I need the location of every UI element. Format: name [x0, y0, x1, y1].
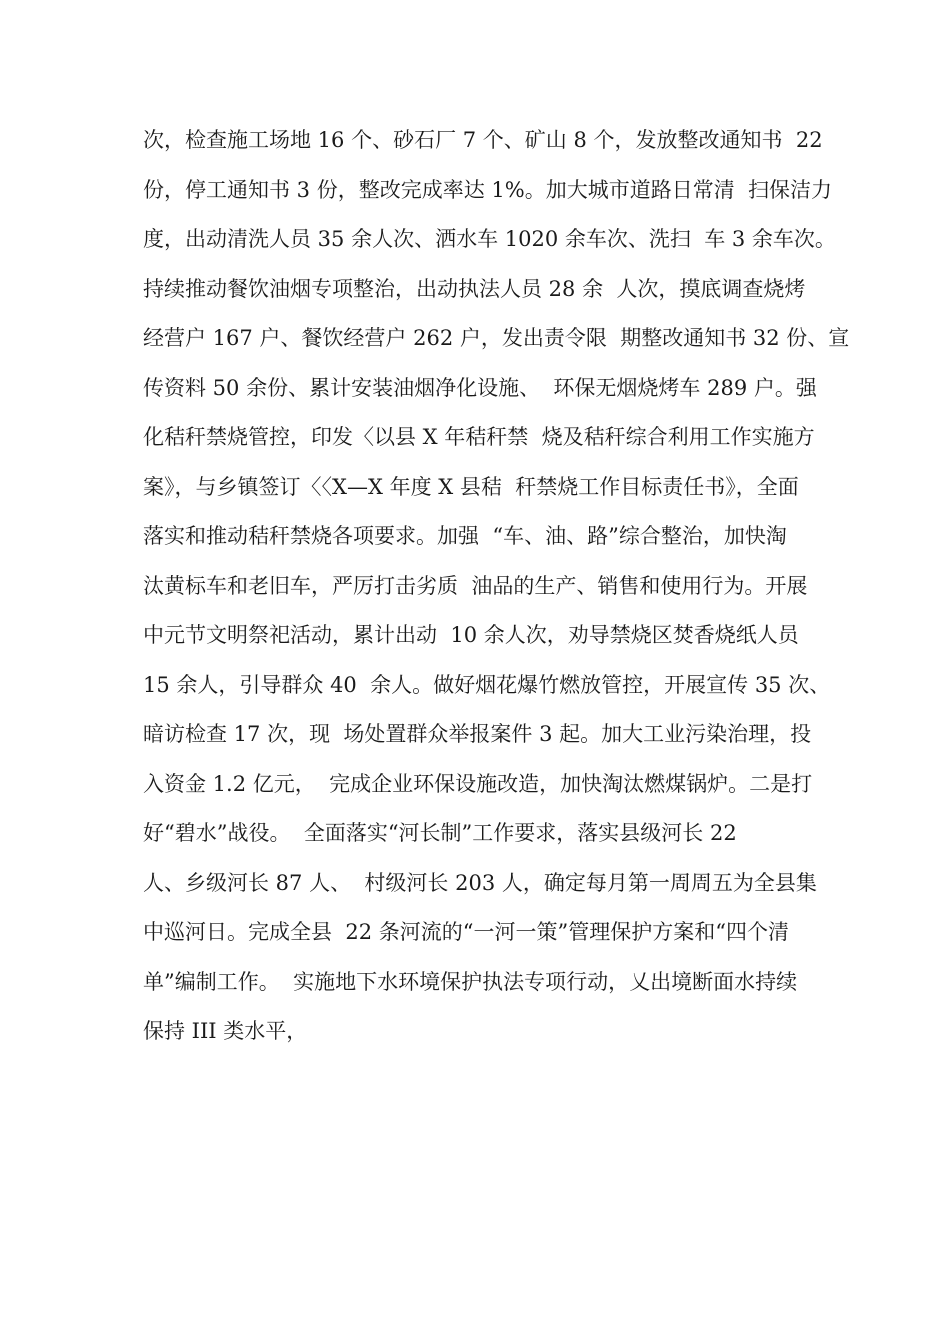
- text-line-2: 份，停工通知书 3 份，整改完成率达 1%。加大城市道路日常清 扫保洁力: [143, 177, 833, 202]
- text-line-9: 落实和推动秸秆禁烧各项要求。加强 “车、油、路”综合整治，加快淘: [143, 524, 787, 548]
- text-line-7: 化秸秆禁烧管控，印发〈以县 X 年秸秆禁 烧及秸秆综合利用工作实施方: [143, 425, 815, 449]
- text-line-1: 次，检查施工场地 16 个、砂石厂 7 个、矿山 8 个，发放整改通知书 22: [143, 128, 823, 152]
- document-body: [143, 120, 850, 1061]
- text-line-15: 好“碧水”战役。 全面落实“河长制”工作要求，落实县级河长 22: [143, 821, 737, 845]
- text-line-6: 传资料 50 余份、累计安装油烟净化设施、 环保无烟烧烤车 289 户。强: [143, 375, 817, 400]
- text-line-8: 案》，与乡镇签订〈〈X—X 年度 X 县秸 秆禁烧工作目标责任书》，全面: [143, 474, 799, 499]
- text-line-16: 人、乡级河长 87 人、 村级河长 203 人，确定每月第一周周五为全县集: [143, 870, 817, 895]
- text-line-18: 单”编制工作。 实施地下水环境保护执法专项行动，乂出境断面水持续: [143, 969, 798, 994]
- text-line-10: 汰黄标车和老旧车，严厉打击劣质 油品的生产、销售和使用行为。开展: [143, 573, 808, 598]
- text-line-3: 度，出动清洗人员 35 余人次、洒水车 1020 余车次、洗扫 车 3 余车次。: [143, 227, 836, 251]
- text-line-19: 保持 III 类水平，: [143, 1019, 308, 1043]
- text-line-13: 暗访检查 17 次，现 场处置群众举报案件 3 起。加大工业污染治理，投: [143, 722, 812, 746]
- text-line-4: 持续推动餐饮油烟专项整治，出动执法人员 28 余 人次，摸底调查烧烤: [143, 276, 806, 301]
- text-line-17: 中巡河日。完成全县 22 条河流的“一河一策”管理保护方案和“四个清: [143, 920, 789, 944]
- text-line-5: 经营户 167 户、餐饮经营户 262 户，发出责令限 期整改通知书 32 份、宣: [143, 326, 850, 350]
- text-line-12: 15 余人，引导群众 40 余人。做好烟花爆竹燃放管控，开展宣传 35 次、: [143, 672, 831, 697]
- text-line-11: 中元节文明祭祀活动，累计出动 10 余人次，劝导禁烧区焚香烧纸人员: [143, 623, 799, 647]
- text-line-14: 入资金 1.2 亿元， 完成企业环保设施改造，加快淘汰燃煤锅炉。二是打: [143, 771, 813, 796]
